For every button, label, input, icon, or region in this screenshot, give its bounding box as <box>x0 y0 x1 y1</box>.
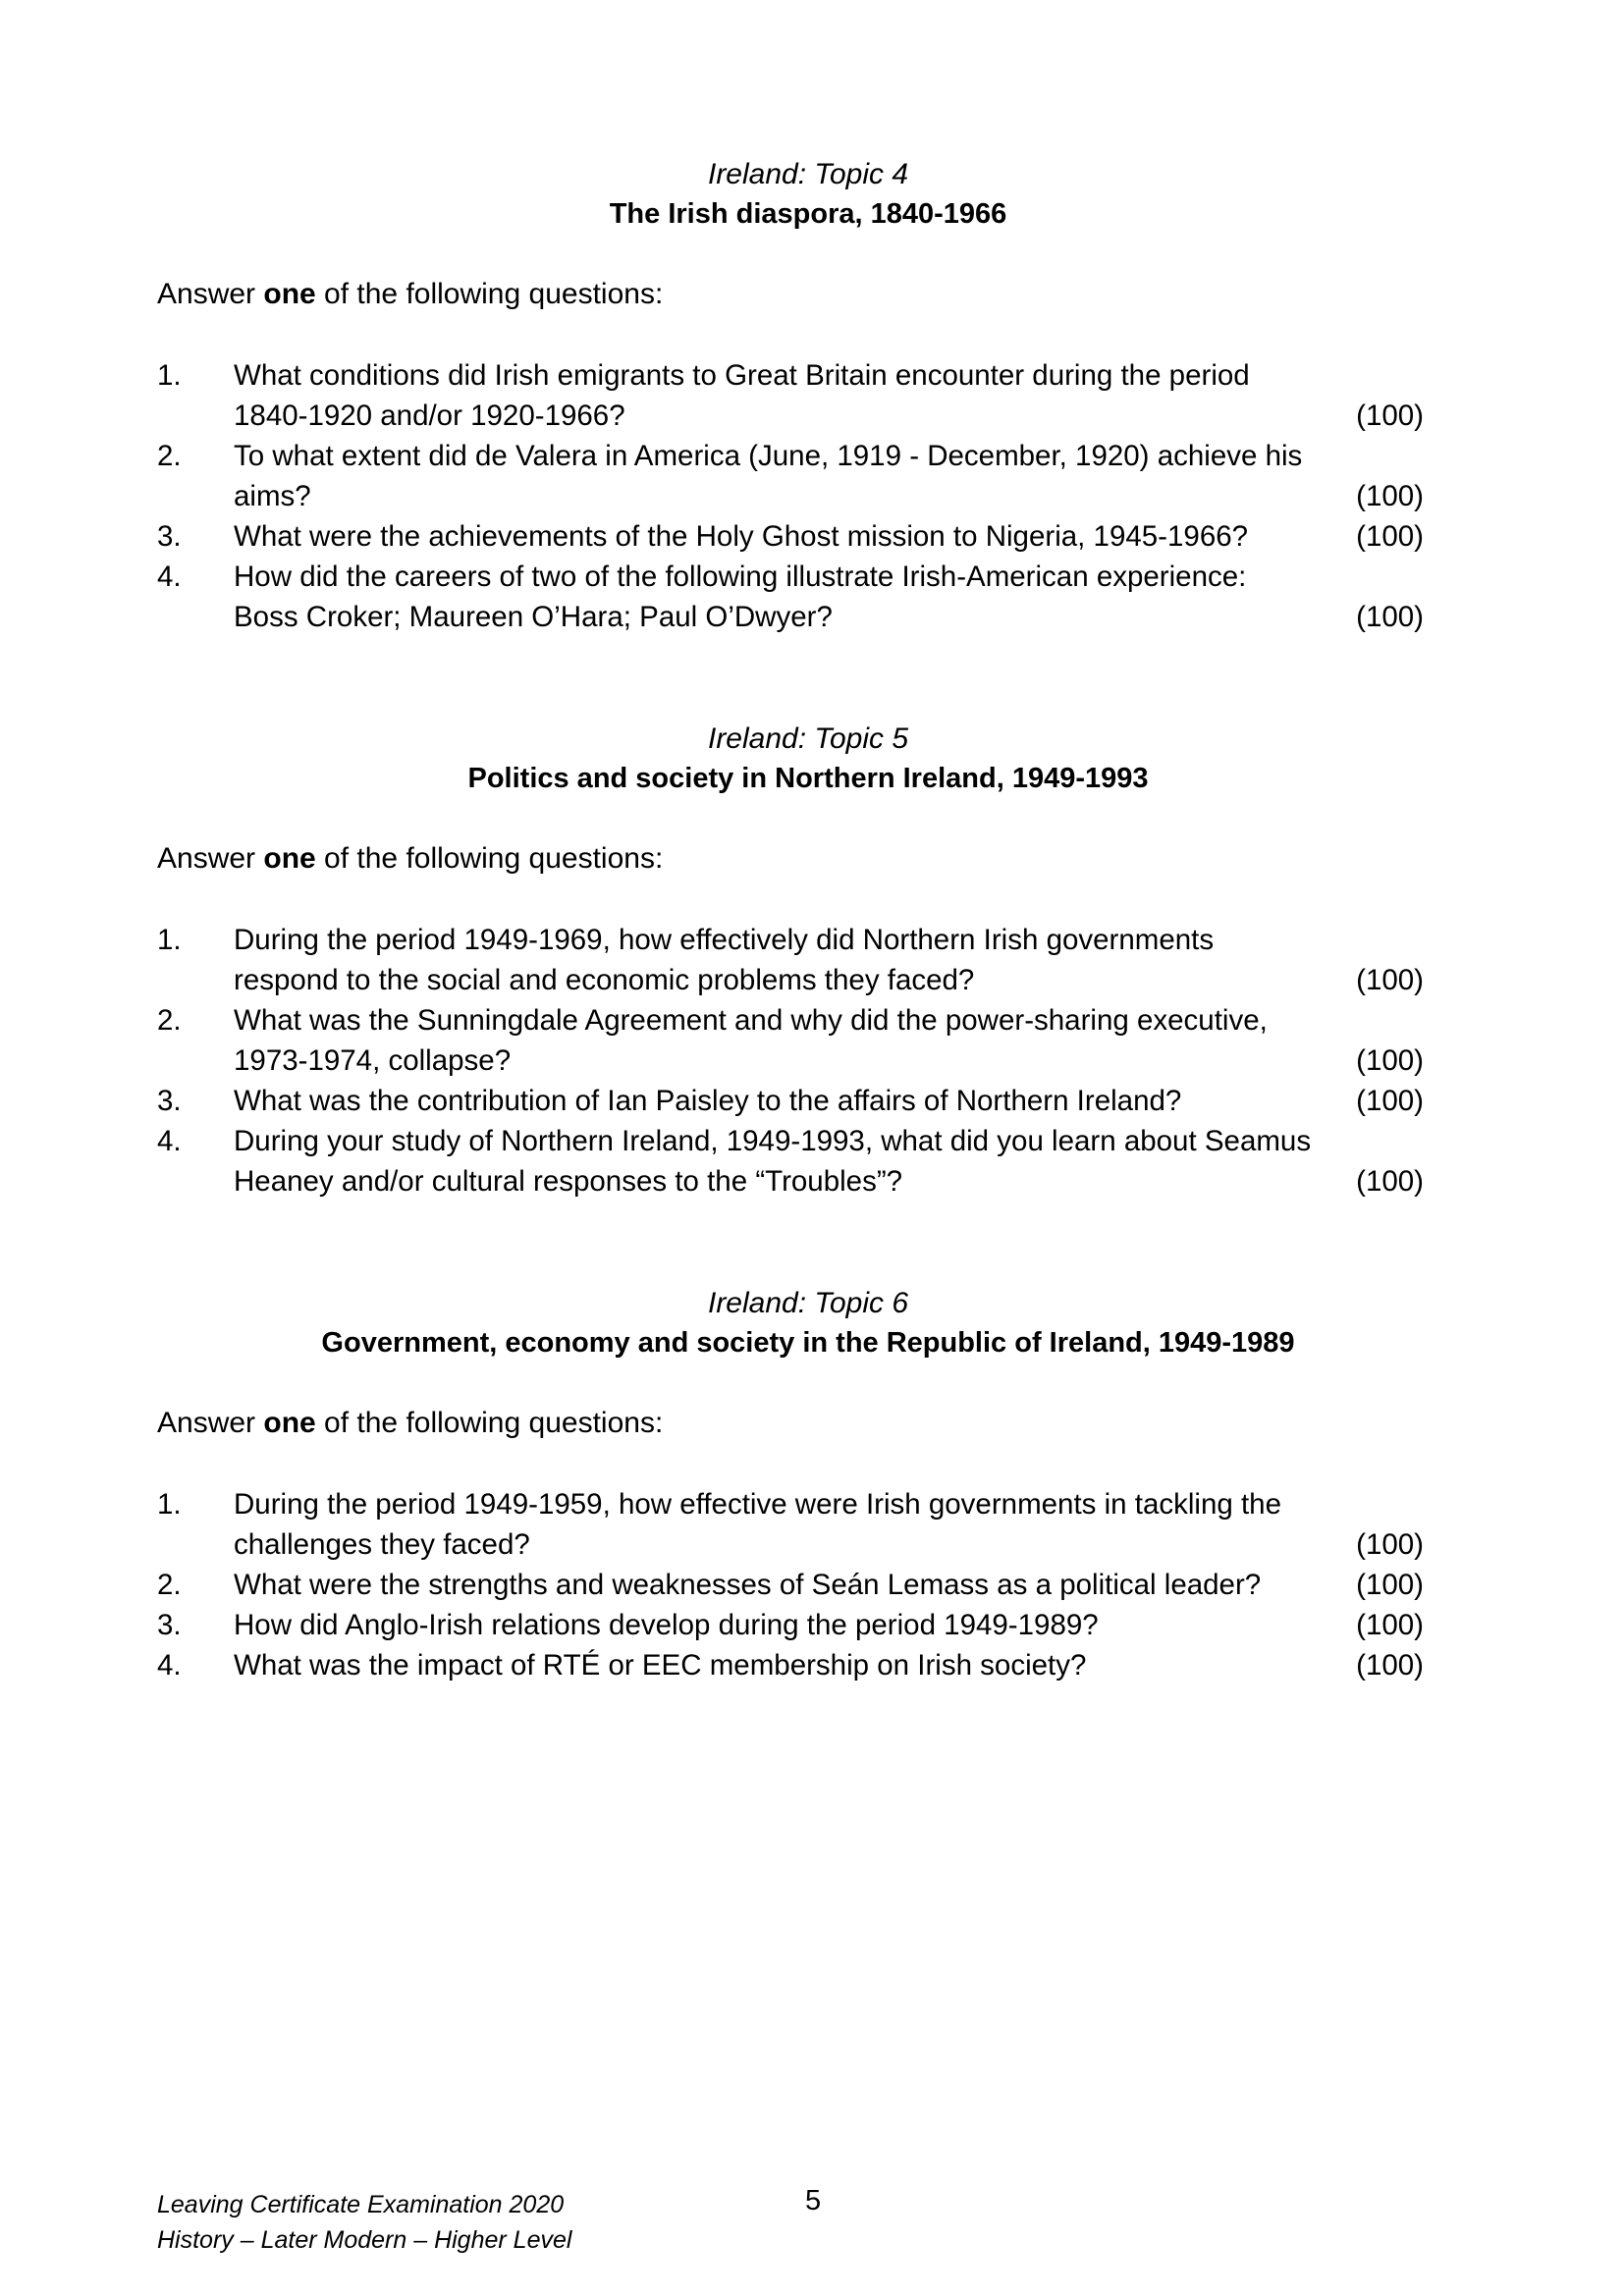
question-marks: (100) <box>1356 964 1424 996</box>
question-number: 1. <box>157 1488 182 1521</box>
question-marks: (100) <box>1356 1044 1424 1077</box>
instruction-text: Answer <box>157 842 264 875</box>
question-marks: (100) <box>1356 480 1424 512</box>
instruction-text: of the following questions: <box>315 278 664 310</box>
question-marks: (100) <box>1356 1085 1424 1117</box>
question-marks: (100) <box>1356 1165 1424 1198</box>
topic-label: Ireland: Topic 5 <box>707 722 909 755</box>
question-item <box>157 436 1424 516</box>
question-text: To what extent did de Valera in America (June, 1919 - December, 1920) achieve his aims? <box>234 440 1303 512</box>
topic-section <box>157 1284 1424 1685</box>
question-number: 4. <box>157 561 182 593</box>
instruction-emphasis: one <box>263 842 316 875</box>
question-marks: (100) <box>1356 1649 1424 1682</box>
question-item <box>157 1605 1424 1645</box>
topic-title: Government, economy and society in the Republic of Ireland, 1949-1989 <box>321 1327 1295 1359</box>
question-text: How did the careers of two of the following illustrate Irish-American experience: Boss Croker; Maureen O’Hara; Paul O’Dwyer? <box>234 561 1247 633</box>
question-number: 1. <box>157 924 182 956</box>
question-text: What was the contribution of Ian Paisley to the affairs of Northern Ireland? <box>234 1085 1182 1117</box>
footer-exam-title: Leaving Certificate Examination 2020 <box>157 2191 565 2218</box>
question-marks: (100) <box>1356 1528 1424 1561</box>
question-item <box>157 355 1424 436</box>
question-marks: (100) <box>1356 1609 1424 1641</box>
question-text: During the period 1949-1969, how effectively did Northern Irish governments respond to the social and economic problems they faced? <box>234 924 1215 996</box>
question-number: 1. <box>157 359 182 392</box>
question-list <box>157 355 1424 637</box>
question-item <box>157 1484 1424 1565</box>
topic-section <box>157 155 1424 637</box>
question-number: 2. <box>157 440 182 472</box>
question-text: How did Anglo-Irish relations develop during the period 1949-1989? <box>234 1609 1099 1641</box>
topic-section <box>157 720 1424 1201</box>
page-number: 5 <box>805 2185 822 2216</box>
question-text: During the period 1949-1959, how effective were Irish governments in tackling the challenges they faced? <box>234 1488 1281 1561</box>
footer-exam-info <box>157 2187 571 2258</box>
question-item <box>157 1000 1424 1081</box>
topic-title: The Irish diaspora, 1840-1966 <box>609 198 1007 230</box>
instruction <box>157 1404 1424 1443</box>
footer-exam-subject: History – Later Modern – Higher Level <box>157 2226 572 2254</box>
topic-label: Ireland: Topic 4 <box>707 158 909 190</box>
instruction-emphasis: one <box>263 1407 316 1439</box>
question-text: During your study of Northern Ireland, 1949-1993, what did you learn about Seamus Heaney and/or cultural responses to the “Troubles”? <box>234 1125 1312 1198</box>
question-text: What was the Sunningdale Agreement and why did the power-sharing executive, 1973-1974, collapse? <box>234 1004 1268 1077</box>
question-list <box>157 1484 1424 1685</box>
instruction <box>157 839 1424 879</box>
instruction-emphasis: one <box>263 278 316 310</box>
question-number: 3. <box>157 1085 182 1117</box>
instruction-text: Answer <box>157 278 264 310</box>
question-text: What were the achievements of the Holy Ghost mission to Nigeria, 1945-1966? <box>234 520 1249 553</box>
question-number: 2. <box>157 1004 182 1037</box>
question-marks: (100) <box>1356 400 1424 432</box>
question-item <box>157 1645 1424 1685</box>
question-text: What conditions did Irish emigrants to Great Britain encounter during the period 1840-1920 and/or 1920-1966? <box>234 359 1250 432</box>
instruction-text: Answer <box>157 1407 264 1439</box>
question-number: 2. <box>157 1569 182 1601</box>
topic-title: Politics and society in Northern Ireland, 1949-1993 <box>467 763 1149 794</box>
question-item <box>157 557 1424 637</box>
question-text: What were the strengths and weaknesses of Seán Lemass as a political leader? <box>234 1569 1262 1601</box>
question-item <box>157 1081 1424 1121</box>
question-marks: (100) <box>1356 520 1424 553</box>
question-text: What was the impact of RTÉ or EEC membership on Irish society? <box>234 1649 1087 1682</box>
question-list <box>157 920 1424 1201</box>
instruction-text: of the following questions: <box>315 1407 664 1439</box>
question-number: 3. <box>157 1609 182 1641</box>
question-marks: (100) <box>1356 601 1424 633</box>
topic-label: Ireland: Topic 6 <box>707 1287 909 1319</box>
question-item <box>157 1565 1424 1605</box>
question-number: 3. <box>157 520 182 553</box>
instruction-text: of the following questions: <box>315 842 664 875</box>
instruction <box>157 275 1424 314</box>
question-marks: (100) <box>1356 1569 1424 1601</box>
question-item <box>157 920 1424 1000</box>
question-item <box>157 516 1424 557</box>
question-item <box>157 1121 1424 1201</box>
question-number: 4. <box>157 1125 182 1157</box>
question-number: 4. <box>157 1649 182 1682</box>
